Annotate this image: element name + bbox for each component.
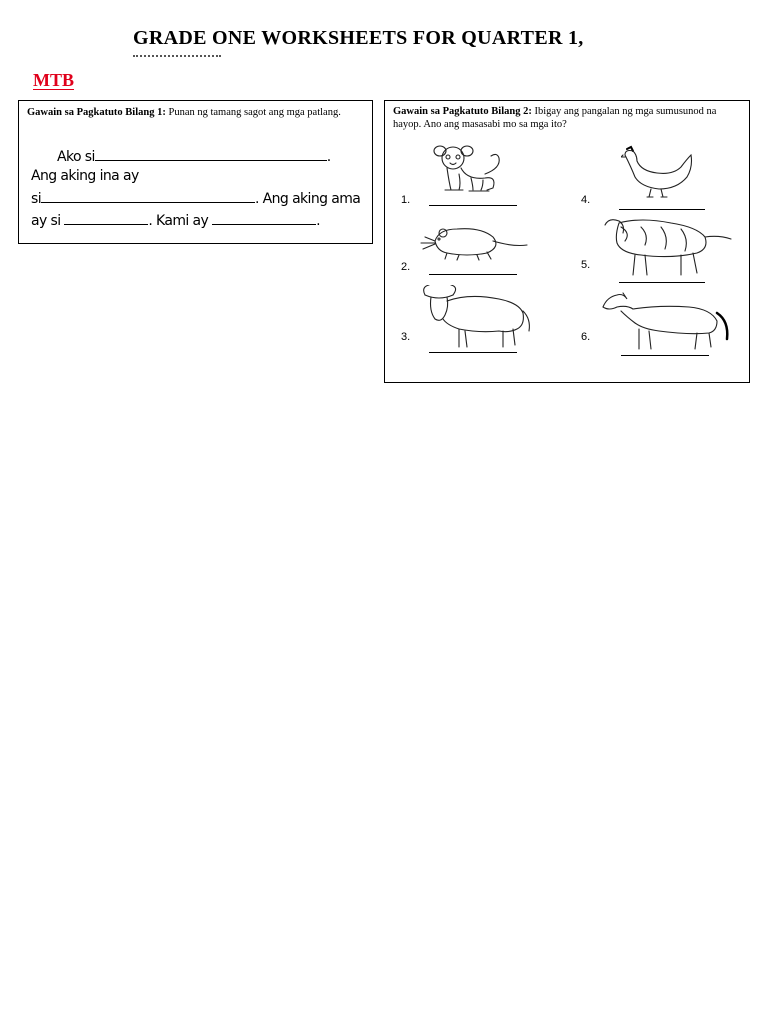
blank-mother[interactable] bbox=[41, 190, 255, 203]
activity-2-heading: Gawain sa Pagkatuto Bilang 2: bbox=[393, 106, 532, 117]
line2-text: Ang aking ina ay bbox=[31, 168, 139, 184]
answer-line-6[interactable] bbox=[621, 355, 709, 356]
carabao-icon bbox=[419, 285, 535, 351]
worksheet-title: GRADE ONE WORKSHEETS FOR QUARTER 1, bbox=[133, 27, 584, 49]
horse-icon bbox=[599, 289, 735, 353]
activity-1-instruction bbox=[27, 107, 367, 120]
activity-2-instruction bbox=[393, 106, 743, 131]
hen-icon bbox=[621, 145, 695, 199]
line3-middle: . Ang aking ama bbox=[254, 191, 361, 207]
answer-line-3[interactable] bbox=[429, 352, 517, 353]
activity-1-instruction-text: Punan ng tamang sagot ang mga patlang. bbox=[165, 107, 341, 118]
activity-1-box bbox=[18, 100, 373, 244]
item-number-2: 2. bbox=[401, 261, 411, 273]
answer-line-4[interactable] bbox=[619, 209, 705, 210]
item-number-1: 1. bbox=[401, 194, 411, 206]
lion-cub-icon bbox=[427, 144, 509, 196]
sentence-line-3 bbox=[31, 190, 360, 207]
sentence-line-1 bbox=[57, 148, 331, 165]
cropped-title-line bbox=[133, 52, 225, 59]
item-number-5: 5. bbox=[581, 259, 591, 271]
rat-icon bbox=[417, 219, 529, 263]
line4-middle: . Kami ay bbox=[148, 213, 209, 229]
sentence-line-4 bbox=[31, 212, 320, 229]
subject-label: MTB bbox=[33, 70, 75, 90]
answer-line-5[interactable] bbox=[619, 282, 705, 283]
item-number-4: 4. bbox=[581, 194, 591, 206]
activity-1-heading: Gawain sa Pagkatuto Bilang 1: bbox=[27, 107, 166, 118]
blank-name[interactable] bbox=[95, 148, 327, 161]
answer-line-1[interactable] bbox=[429, 205, 517, 206]
sheep-icon bbox=[601, 213, 733, 279]
line4-end: . bbox=[316, 213, 320, 229]
blank-family[interactable] bbox=[212, 212, 316, 225]
item-number-6: 6. bbox=[581, 331, 591, 343]
line1-text: Ako si bbox=[57, 149, 95, 165]
line3-start: si bbox=[31, 191, 41, 207]
activity-2-instruction-text: Ibigay ang pangalan ng mga sumusunod na hayop. Ano ang masasabi mo sa mga ito? bbox=[393, 106, 717, 130]
blank-father[interactable] bbox=[64, 212, 148, 225]
activity-2-box bbox=[384, 100, 750, 383]
answer-line-2[interactable] bbox=[429, 274, 517, 275]
line1-end: . bbox=[326, 149, 331, 165]
item-number-3: 3. bbox=[401, 331, 411, 343]
line4-start: ay si bbox=[31, 213, 61, 229]
sentence-line-2 bbox=[31, 168, 139, 184]
